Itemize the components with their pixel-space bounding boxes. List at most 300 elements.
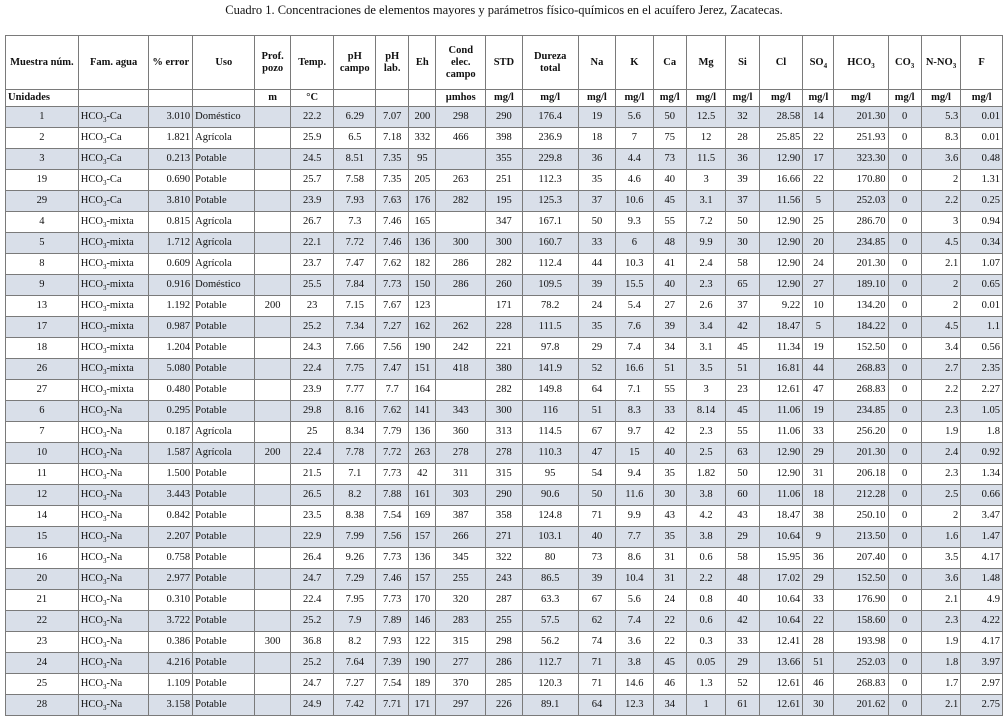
table-cell: 157 — [409, 527, 436, 548]
table-cell: 2.35 — [961, 359, 1003, 380]
table-cell: 25.7 — [290, 170, 334, 191]
table-cell: 252.03 — [834, 191, 888, 212]
table-cell: 12.90 — [759, 233, 803, 254]
table-cell: 7.66 — [334, 338, 376, 359]
table-cell: 8 — [6, 254, 79, 275]
table-cell: 21.5 — [290, 464, 334, 485]
water-family-subscript: 3 — [102, 116, 107, 125]
column-header-label: Fam. agua — [89, 56, 138, 68]
water-family-base: HCO — [80, 363, 103, 374]
table-row — [6, 527, 1003, 548]
table-cell: 7.73 — [376, 548, 409, 569]
table-cell: 3.6 — [616, 632, 653, 653]
unit-cell: µmhos — [436, 90, 486, 107]
table-cell: 3 — [686, 380, 726, 401]
table-cell: 26.4 — [290, 548, 334, 569]
table-cell: 0 — [888, 527, 921, 548]
table-cell: 4.22 — [961, 611, 1003, 632]
table-cell: 255 — [436, 569, 486, 590]
column-header — [888, 36, 921, 90]
table-cell: 58 — [726, 548, 759, 569]
table-cell: 189 — [409, 674, 436, 695]
column-header — [376, 36, 409, 90]
table-row — [6, 590, 1003, 611]
units-row — [6, 90, 1003, 107]
water-family-suffix: -Na — [106, 510, 123, 521]
water-family-base: HCO — [80, 426, 103, 437]
table-cell: 7.62 — [376, 254, 409, 275]
table-cell: Agrícola — [193, 128, 255, 149]
water-family-suffix: -mixta — [106, 342, 134, 353]
table-cell: 13.66 — [759, 653, 803, 674]
unit-cell: mg/l — [616, 90, 653, 107]
table-cell: 228 — [486, 317, 522, 338]
table-cell — [78, 506, 149, 527]
table-cell: 3.8 — [616, 653, 653, 674]
table-cell: 7.58 — [334, 170, 376, 191]
table-cell: 226 — [486, 695, 522, 716]
table-cell: 7.78 — [334, 443, 376, 464]
water-family-suffix: -Na — [106, 699, 123, 710]
table-cell: 11 — [6, 464, 79, 485]
table-cell: 1.712 — [149, 233, 193, 254]
table-cell: 5.3 — [921, 107, 961, 128]
table-row — [6, 233, 1003, 254]
table-cell: 282 — [436, 191, 486, 212]
table-cell: 7.39 — [376, 653, 409, 674]
table-cell: 320 — [436, 590, 486, 611]
table-cell: 1.821 — [149, 128, 193, 149]
table-cell — [255, 233, 290, 254]
water-family-base: HCO — [80, 552, 103, 563]
table-cell: 3 — [6, 149, 79, 170]
table-cell: 0 — [888, 170, 921, 191]
table-cell: 110.3 — [522, 443, 578, 464]
table-cell: 0 — [888, 275, 921, 296]
table-cell: 25.9 — [290, 128, 334, 149]
table-cell: 0.25 — [961, 191, 1003, 212]
table-cell: 7.89 — [376, 611, 409, 632]
water-family-subscript: 3 — [102, 473, 107, 482]
table-cell: 97.8 — [522, 338, 578, 359]
water-family-subscript: 3 — [102, 158, 107, 167]
table-cell: 7.99 — [334, 527, 376, 548]
table-cell: 44 — [803, 359, 834, 380]
water-family-subscript: 3 — [102, 221, 107, 230]
unit-cell: mg/l — [578, 90, 615, 107]
table-cell: 51 — [578, 401, 615, 422]
table-cell: 0.6 — [686, 548, 726, 569]
table-cell: 200 — [255, 443, 290, 464]
table-cell: 41 — [653, 254, 686, 275]
table-cell: 7.2 — [686, 212, 726, 233]
table-cell: 7.7 — [616, 527, 653, 548]
water-family-suffix: -mixta — [106, 384, 134, 395]
table-cell: 290 — [486, 107, 522, 128]
table-cell: 7.27 — [334, 674, 376, 695]
table-cell: 0.66 — [961, 485, 1003, 506]
table-cell: 48 — [726, 569, 759, 590]
table-cell: 23.9 — [290, 191, 334, 212]
table-cell: 29 — [726, 653, 759, 674]
table-cell: 7.72 — [334, 233, 376, 254]
column-header-label: Temp. — [298, 56, 327, 68]
table-cell: 2.3 — [921, 464, 961, 485]
table-cell: 164 — [409, 380, 436, 401]
unit-cell: mg/l — [888, 90, 921, 107]
column-header-label: Na — [590, 56, 604, 68]
table-row — [6, 611, 1003, 632]
table-cell: 0 — [888, 485, 921, 506]
table-row — [6, 275, 1003, 296]
table-cell: 123 — [409, 296, 436, 317]
water-family-suffix: -Na — [106, 678, 123, 689]
table-cell: 46 — [803, 674, 834, 695]
table-cell: 0.758 — [149, 548, 193, 569]
column-header-label: N-NO — [925, 56, 953, 68]
table-cell — [78, 359, 149, 380]
table-cell: 42 — [653, 422, 686, 443]
table-cell: Agrícola — [193, 443, 255, 464]
table-row — [6, 443, 1003, 464]
table-cell: 114.5 — [522, 422, 578, 443]
table-cell — [255, 359, 290, 380]
table-cell: 1.500 — [149, 464, 193, 485]
table-row — [6, 107, 1003, 128]
table-cell: Agrícola — [193, 422, 255, 443]
table-cell: 0 — [888, 338, 921, 359]
table-cell: 9.3 — [616, 212, 653, 233]
table-cell: 0.916 — [149, 275, 193, 296]
table-cell — [255, 401, 290, 422]
water-family-base: HCO — [80, 111, 103, 122]
water-family-subscript: 3 — [102, 557, 107, 566]
table-cell: 73 — [578, 548, 615, 569]
table-cell: Potable — [193, 464, 255, 485]
table-cell: 89.1 — [522, 695, 578, 716]
table-cell: Potable — [193, 170, 255, 191]
table-cell: 19 — [803, 401, 834, 422]
column-header — [803, 36, 834, 90]
table-cell: 2.3 — [921, 401, 961, 422]
table-cell — [436, 149, 486, 170]
table-cell: 360 — [436, 422, 486, 443]
table-cell: 2.7 — [921, 359, 961, 380]
water-family-suffix: -Na — [106, 573, 123, 584]
table-cell: 315 — [486, 464, 522, 485]
table-cell: 22.4 — [290, 359, 334, 380]
water-family-subscript: 3 — [102, 431, 107, 440]
table-cell — [78, 464, 149, 485]
table-cell: 7.64 — [334, 653, 376, 674]
water-family-suffix: -Ca — [106, 111, 122, 122]
table-cell: 12 — [6, 485, 79, 506]
column-header — [726, 36, 759, 90]
table-cell: 60 — [726, 485, 759, 506]
table-cell: 3.1 — [686, 191, 726, 212]
table-cell: 201.30 — [834, 107, 888, 128]
table-cell: 23 — [6, 632, 79, 653]
water-family-subscript: 3 — [102, 620, 107, 629]
column-header-label: Dureza total — [533, 50, 567, 74]
table-cell: 300 — [255, 632, 290, 653]
table-cell: Potable — [193, 485, 255, 506]
table-cell: 4.216 — [149, 653, 193, 674]
water-family-base: HCO — [80, 678, 103, 689]
table-cell: 7.73 — [376, 275, 409, 296]
table-cell: 201.30 — [834, 254, 888, 275]
unit-cell: mg/l — [921, 90, 961, 107]
data-table — [5, 35, 1003, 716]
table-row — [6, 128, 1003, 149]
table-cell: 7.46 — [376, 569, 409, 590]
table-cell: 2.75 — [961, 695, 1003, 716]
table-cell: 45 — [726, 401, 759, 422]
table-cell: 80 — [522, 548, 578, 569]
table-cell: 56.2 — [522, 632, 578, 653]
table-cell: 176.90 — [834, 590, 888, 611]
table-cell: 7.47 — [376, 359, 409, 380]
table-cell — [78, 548, 149, 569]
table-cell: 25 — [290, 422, 334, 443]
table-cell: 5.6 — [616, 107, 653, 128]
table-cell: 1.9 — [921, 632, 961, 653]
table-cell: 17.02 — [759, 569, 803, 590]
table-cell: 0 — [888, 548, 921, 569]
table-cell: 44 — [578, 254, 615, 275]
column-header-label: Mg — [698, 56, 714, 68]
column-header-label: Uso — [215, 56, 233, 68]
table-cell: Potable — [193, 548, 255, 569]
table-cell: 29 — [726, 527, 759, 548]
unit-cell — [149, 90, 193, 107]
table-cell: 0.987 — [149, 317, 193, 338]
table-cell: 0.310 — [149, 590, 193, 611]
table-cell: 26.5 — [290, 485, 334, 506]
water-family-suffix: -Ca — [106, 132, 122, 143]
table-cell: 6 — [616, 233, 653, 254]
column-header-label: CO — [895, 56, 911, 68]
table-cell: 12.61 — [759, 695, 803, 716]
table-cell: 31 — [653, 548, 686, 569]
table-cell: Potable — [193, 653, 255, 674]
table-cell: 0 — [888, 611, 921, 632]
water-family-base: HCO — [80, 342, 103, 353]
table-cell: 0.01 — [961, 128, 1003, 149]
table-cell: 0 — [888, 443, 921, 464]
table-cell — [436, 212, 486, 233]
table-cell: 200 — [255, 296, 290, 317]
table-cell: 86.5 — [522, 569, 578, 590]
table-cell: 1.1 — [961, 317, 1003, 338]
table-cell — [255, 611, 290, 632]
water-family-subscript: 3 — [102, 536, 107, 545]
table-cell: 7.27 — [376, 317, 409, 338]
table-cell: 1.48 — [961, 569, 1003, 590]
table-cell: 10.6 — [616, 191, 653, 212]
table-cell: 3.158 — [149, 695, 193, 716]
column-header — [436, 36, 486, 90]
table-cell: 268.83 — [834, 674, 888, 695]
water-family-subscript: 3 — [102, 683, 107, 692]
table-cell — [436, 296, 486, 317]
table-cell: 42 — [726, 317, 759, 338]
table-cell: 158.60 — [834, 611, 888, 632]
table-cell: 28 — [803, 632, 834, 653]
table-cell: 0.690 — [149, 170, 193, 191]
table-cell — [78, 527, 149, 548]
water-family-base: HCO — [80, 510, 103, 521]
unit-cell: mg/l — [961, 90, 1003, 107]
table-cell: 190 — [409, 653, 436, 674]
table-cell: 1.07 — [961, 254, 1003, 275]
water-family-base: HCO — [80, 216, 103, 227]
table-cell: 12.41 — [759, 632, 803, 653]
table-cell: 3.8 — [686, 527, 726, 548]
table-cell: 1.9 — [921, 422, 961, 443]
table-cell: 22.4 — [290, 443, 334, 464]
table-cell — [255, 590, 290, 611]
table-row — [6, 338, 1003, 359]
table-cell: 170 — [409, 590, 436, 611]
table-cell: 322 — [486, 548, 522, 569]
table-cell: 0.295 — [149, 401, 193, 422]
table-row — [6, 506, 1003, 527]
table-cell: 3.47 — [961, 506, 1003, 527]
table-cell: 4.6 — [616, 170, 653, 191]
table-cell: 0 — [888, 674, 921, 695]
table-cell — [78, 296, 149, 317]
table-cell: 36 — [803, 548, 834, 569]
table-cell: 256.20 — [834, 422, 888, 443]
column-header-label: Ca — [663, 56, 677, 68]
table-cell: 161 — [409, 485, 436, 506]
water-family-subscript: 3 — [102, 263, 107, 272]
table-cell: 157 — [409, 569, 436, 590]
table-cell: 40 — [653, 170, 686, 191]
table-cell: 5 — [803, 191, 834, 212]
table-cell: 2 — [921, 275, 961, 296]
table-cell — [255, 569, 290, 590]
table-cell: 47 — [803, 380, 834, 401]
table-cell: 11.06 — [759, 422, 803, 443]
table-cell: 1.192 — [149, 296, 193, 317]
table-cell: 243 — [486, 569, 522, 590]
table-cell: 36.8 — [290, 632, 334, 653]
water-family-base: HCO — [80, 573, 103, 584]
table-cell: 268.83 — [834, 359, 888, 380]
table-cell — [255, 170, 290, 191]
table-cell: 14 — [6, 506, 79, 527]
table-row — [6, 149, 1003, 170]
table-cell: 42 — [409, 464, 436, 485]
column-header-label: Cond elec. campo — [445, 44, 476, 80]
table-cell: 201.62 — [834, 695, 888, 716]
table-cell: 10.4 — [616, 569, 653, 590]
table-cell: 343 — [436, 401, 486, 422]
table-cell: 27 — [653, 296, 686, 317]
table-cell: 0.65 — [961, 275, 1003, 296]
table-cell: 3.1 — [686, 338, 726, 359]
table-cell: 7.62 — [376, 401, 409, 422]
unit-cell — [376, 90, 409, 107]
column-header-subscript: 3 — [910, 61, 915, 70]
table-cell: 37 — [726, 296, 759, 317]
table-cell: 22 — [803, 170, 834, 191]
table-cell: 24.9 — [290, 695, 334, 716]
table-cell: 303 — [436, 485, 486, 506]
table-cell: 29 — [6, 191, 79, 212]
column-header — [616, 36, 653, 90]
table-row — [6, 464, 1003, 485]
unit-cell: m — [255, 90, 290, 107]
water-family-subscript: 3 — [102, 389, 107, 398]
table-cell: 195 — [486, 191, 522, 212]
table-cell — [78, 107, 149, 128]
water-family-base: HCO — [80, 237, 103, 248]
water-family-subscript: 3 — [102, 242, 107, 251]
table-cell: 0.01 — [961, 107, 1003, 128]
water-family-subscript: 3 — [102, 179, 107, 188]
table-cell: 7.6 — [616, 317, 653, 338]
table-cell: 8.6 — [616, 548, 653, 569]
table-cell: 7.1 — [334, 464, 376, 485]
table-cell: 0.8 — [686, 590, 726, 611]
unit-cell: mg/l — [653, 90, 686, 107]
table-cell: 62 — [578, 611, 615, 632]
table-cell: 24.7 — [290, 674, 334, 695]
table-cell: 0 — [888, 590, 921, 611]
table-cell: 13 — [6, 296, 79, 317]
table-cell: 7.56 — [376, 527, 409, 548]
table-cell: 34 — [653, 338, 686, 359]
table-row — [6, 191, 1003, 212]
table-cell: 8.3 — [616, 401, 653, 422]
table-cell: 4.4 — [616, 149, 653, 170]
table-cell: 51 — [803, 653, 834, 674]
table-cell: 24 — [803, 254, 834, 275]
table-cell: Potable — [193, 527, 255, 548]
table-cell: 19 — [578, 107, 615, 128]
table-cell — [78, 149, 149, 170]
table-cell: 268.83 — [834, 380, 888, 401]
unit-cell — [409, 90, 436, 107]
table-cell: 8.38 — [334, 506, 376, 527]
table-cell: 2.2 — [921, 191, 961, 212]
table-cell: 141 — [409, 401, 436, 422]
table-cell: 169 — [409, 506, 436, 527]
table-cell: 0 — [888, 380, 921, 401]
column-header — [921, 36, 961, 90]
table-cell: 45 — [653, 191, 686, 212]
table-cell: 136 — [409, 548, 436, 569]
table-cell: 78.2 — [522, 296, 578, 317]
table-cell: Potable — [193, 590, 255, 611]
table-cell: 8.34 — [334, 422, 376, 443]
table-cell: 23 — [290, 296, 334, 317]
table-cell: Potable — [193, 611, 255, 632]
table-cell — [78, 611, 149, 632]
table-cell: 7.77 — [334, 380, 376, 401]
table-cell: Potable — [193, 506, 255, 527]
table-cell: 11.06 — [759, 401, 803, 422]
column-header-label: Cl — [775, 56, 787, 68]
table-cell: 0 — [888, 149, 921, 170]
table-cell: Potable — [193, 149, 255, 170]
table-cell: 30 — [726, 233, 759, 254]
table-cell: 7.3 — [334, 212, 376, 233]
table-cell: 9 — [803, 527, 834, 548]
